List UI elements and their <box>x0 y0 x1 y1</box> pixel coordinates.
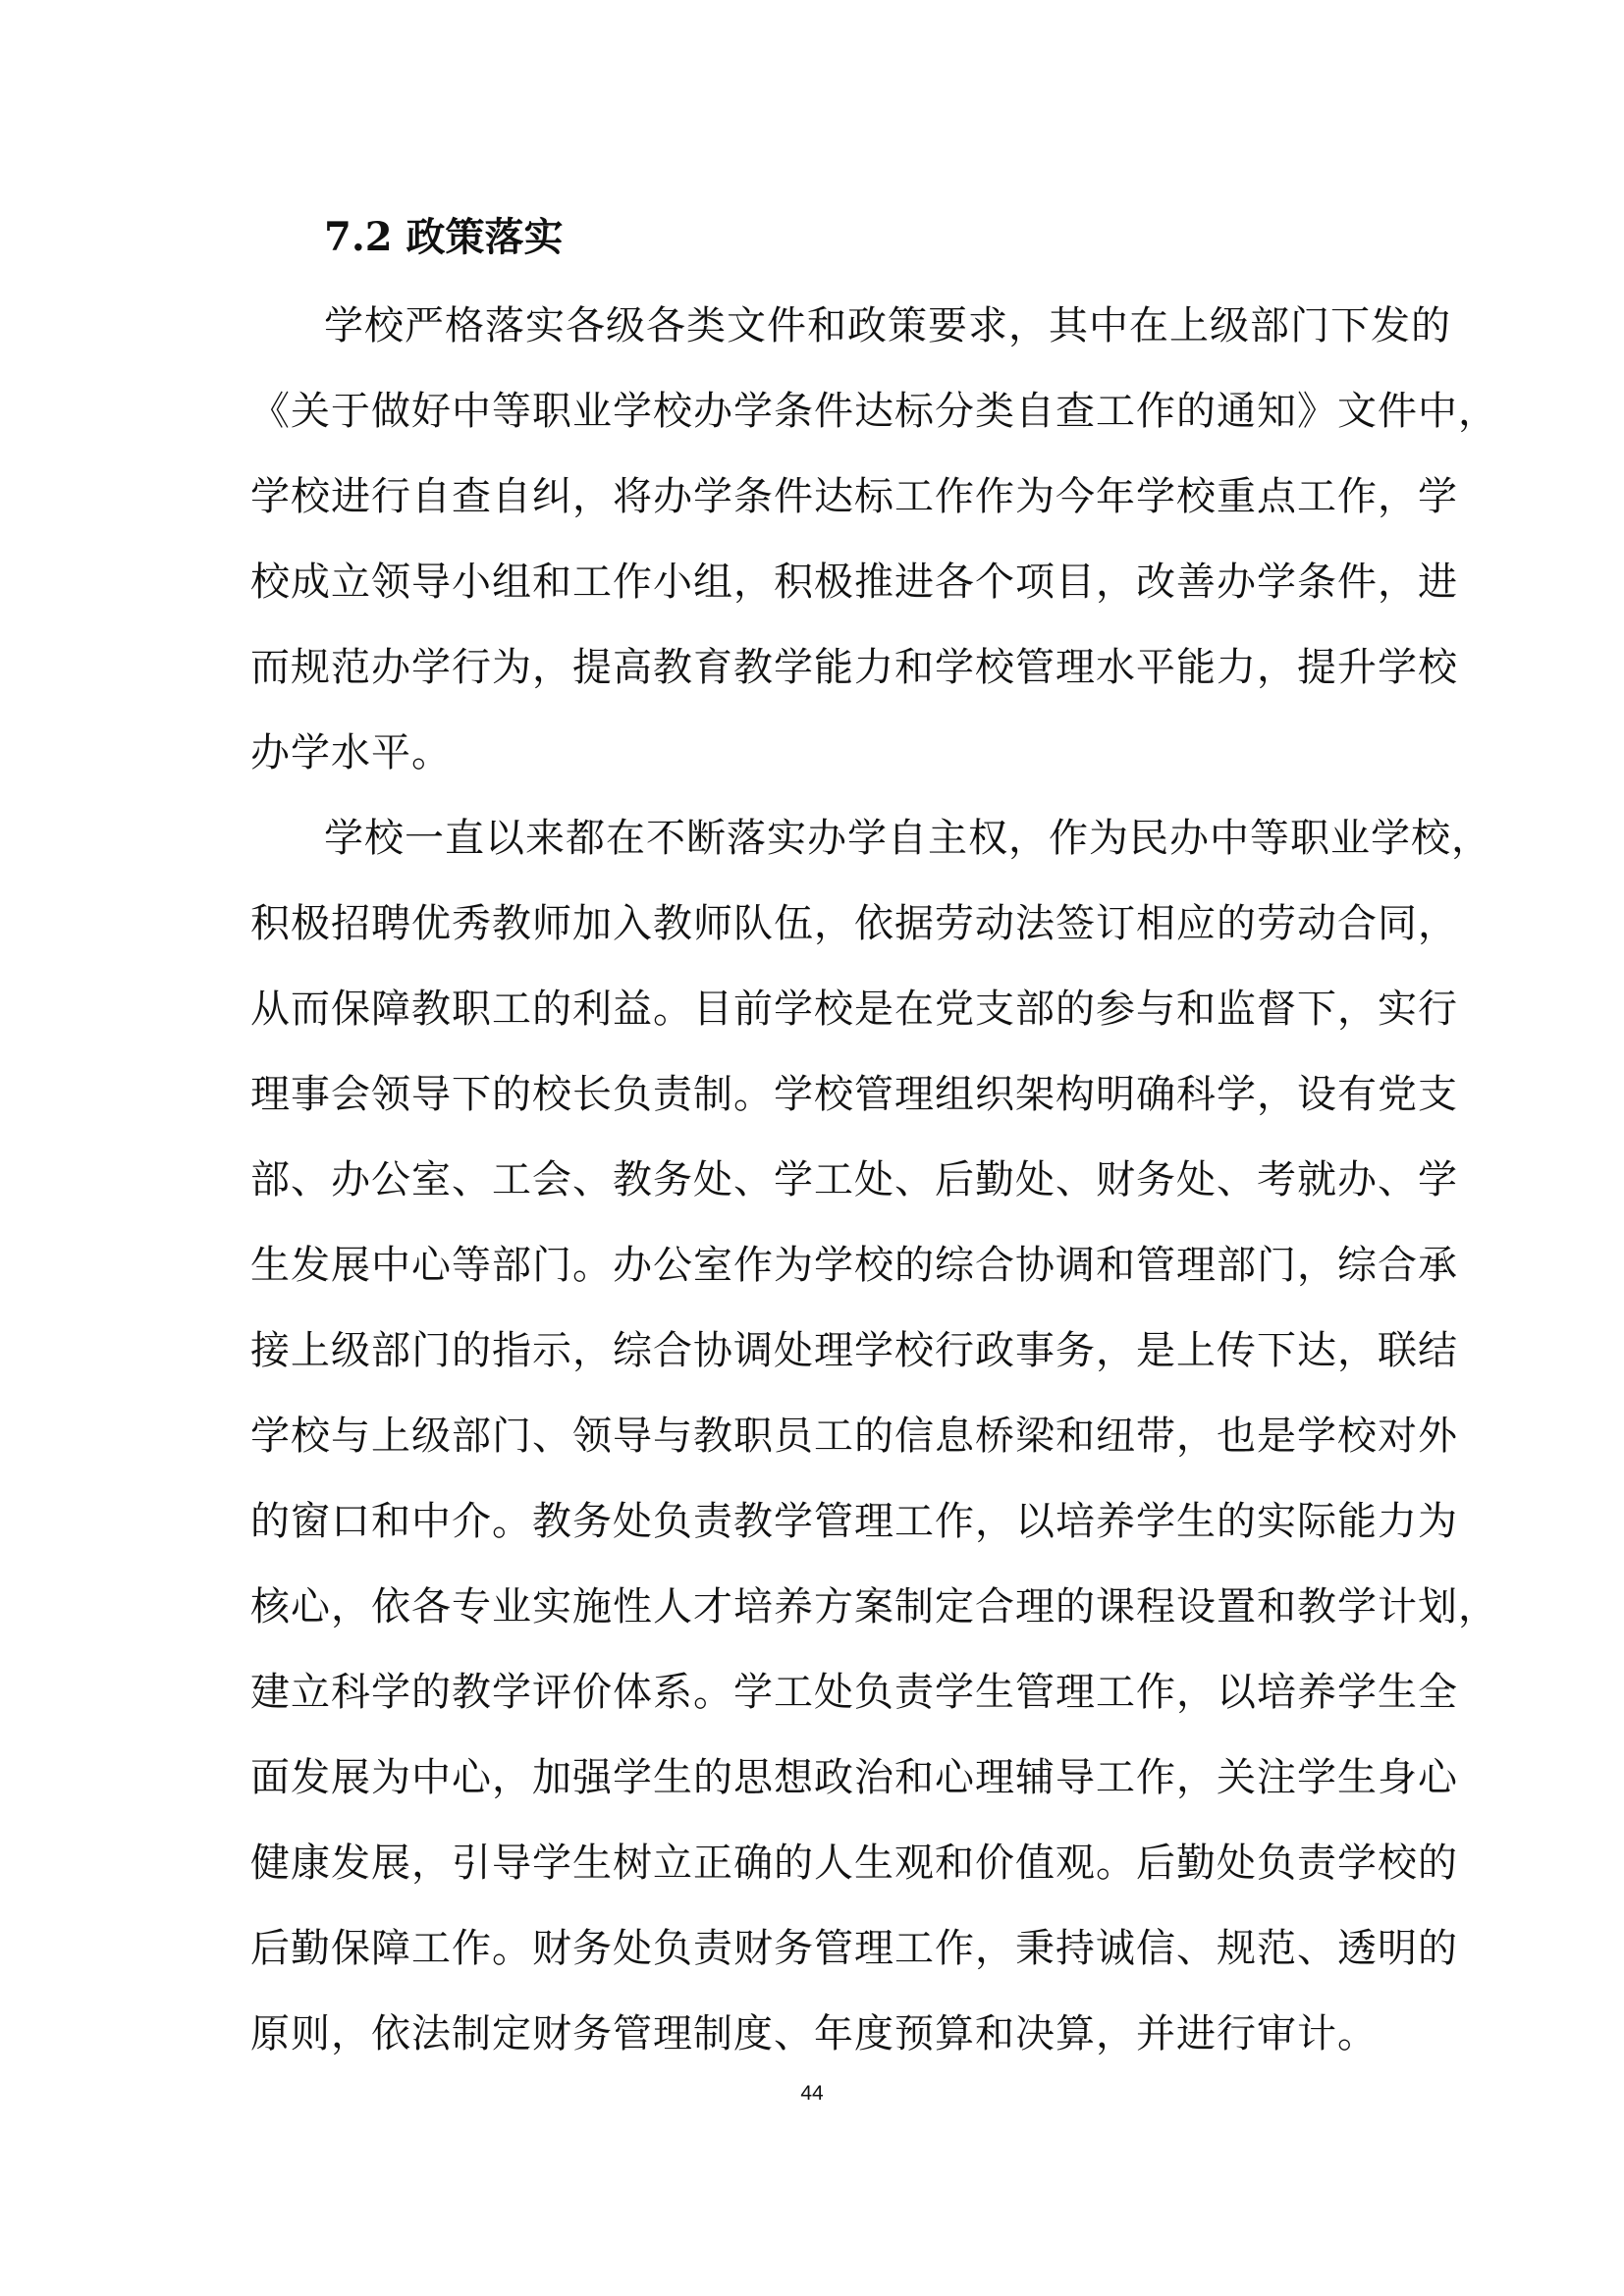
paragraph-2-line-3: 从而保障教职工的利益。目前学校是在党支部的参与和监督下，实行 <box>250 987 1458 1032</box>
paragraph-2-line-4: 理事会领导下的校长负责制。学校管理组织架构明确科学，设有党支 <box>250 1072 1458 1117</box>
paragraph-2-line-11: 建立科学的教学评价体系。学工处负责学生管理工作，以培养学生全 <box>250 1670 1458 1715</box>
section-heading: 7.2 政策落实 <box>324 214 564 260</box>
paragraph-2-line-2: 积极招聘优秀教师加入教师队伍，依据劳动法签订相应的劳动合同， <box>250 901 1458 946</box>
paragraph-1-line-5: 而规范办学行为，提高教育教学能力和学校管理水平能力，提升学校 <box>250 645 1458 690</box>
paragraph-2-line-12: 面发展为中心，加强学生的思想政治和心理辅导工作，关注学生身心 <box>250 1755 1458 1800</box>
paragraph-2-line-13: 健康发展，引导学生树立正确的人生观和价值观。后勤处负责学校的 <box>250 1841 1458 1886</box>
paragraph-2-line-9: 的窗口和中介。教务处负责教学管理工作，以培养学生的实际能力为 <box>250 1499 1458 1544</box>
paragraph-2-line-7: 接上级部门的指示，综合协调处理学校行政事务，是上传下达，联结 <box>250 1328 1458 1373</box>
paragraph-2-line-6: 生发展中心等部门。办公室作为学校的综合协调和管理部门，综合承 <box>250 1243 1458 1288</box>
paragraph-1-line-6: 办学水平。 <box>250 730 452 775</box>
paragraph-1-line-1: 学校严格落实各级各类文件和政策要求，其中在上级部门下发的 <box>324 303 1451 348</box>
paragraph-1-line-4: 校成立领导小组和工作小组，积极推进各个项目，改善办学条件，进 <box>250 560 1458 605</box>
paragraph-1-line-2: 《关于做好中等职业学校办学条件达标分类自查工作的通知》文件中， <box>250 389 1498 434</box>
paragraph-1-line-3: 学校进行自查自纠，将办学条件达标工作作为今年学校重点工作，学 <box>250 474 1458 519</box>
paragraph-2-line-8: 学校与上级部门、领导与教职员工的信息桥梁和纽带，也是学校对外 <box>250 1414 1458 1459</box>
paragraph-2-line-10: 核心，依各专业实施性人才培养方案制定合理的课程设置和教学计划， <box>250 1584 1498 1629</box>
paragraph-2-line-1: 学校一直以来都在不断落实办学自主权，作为民办中等职业学校， <box>324 816 1491 861</box>
paragraph-2-line-15: 原则，依法制定财务管理制度、年度预算和决算，并进行审计。 <box>250 2011 1378 2056</box>
paragraph-2-line-14: 后勤保障工作。财务处负责财务管理工作，秉持诚信、规范、透明的 <box>250 1926 1458 1971</box>
paragraph-2-line-5: 部、办公室、工会、教务处、学工处、后勤处、财务处、考就办、学 <box>250 1157 1458 1202</box>
page-number: 44 <box>800 2082 824 2105</box>
